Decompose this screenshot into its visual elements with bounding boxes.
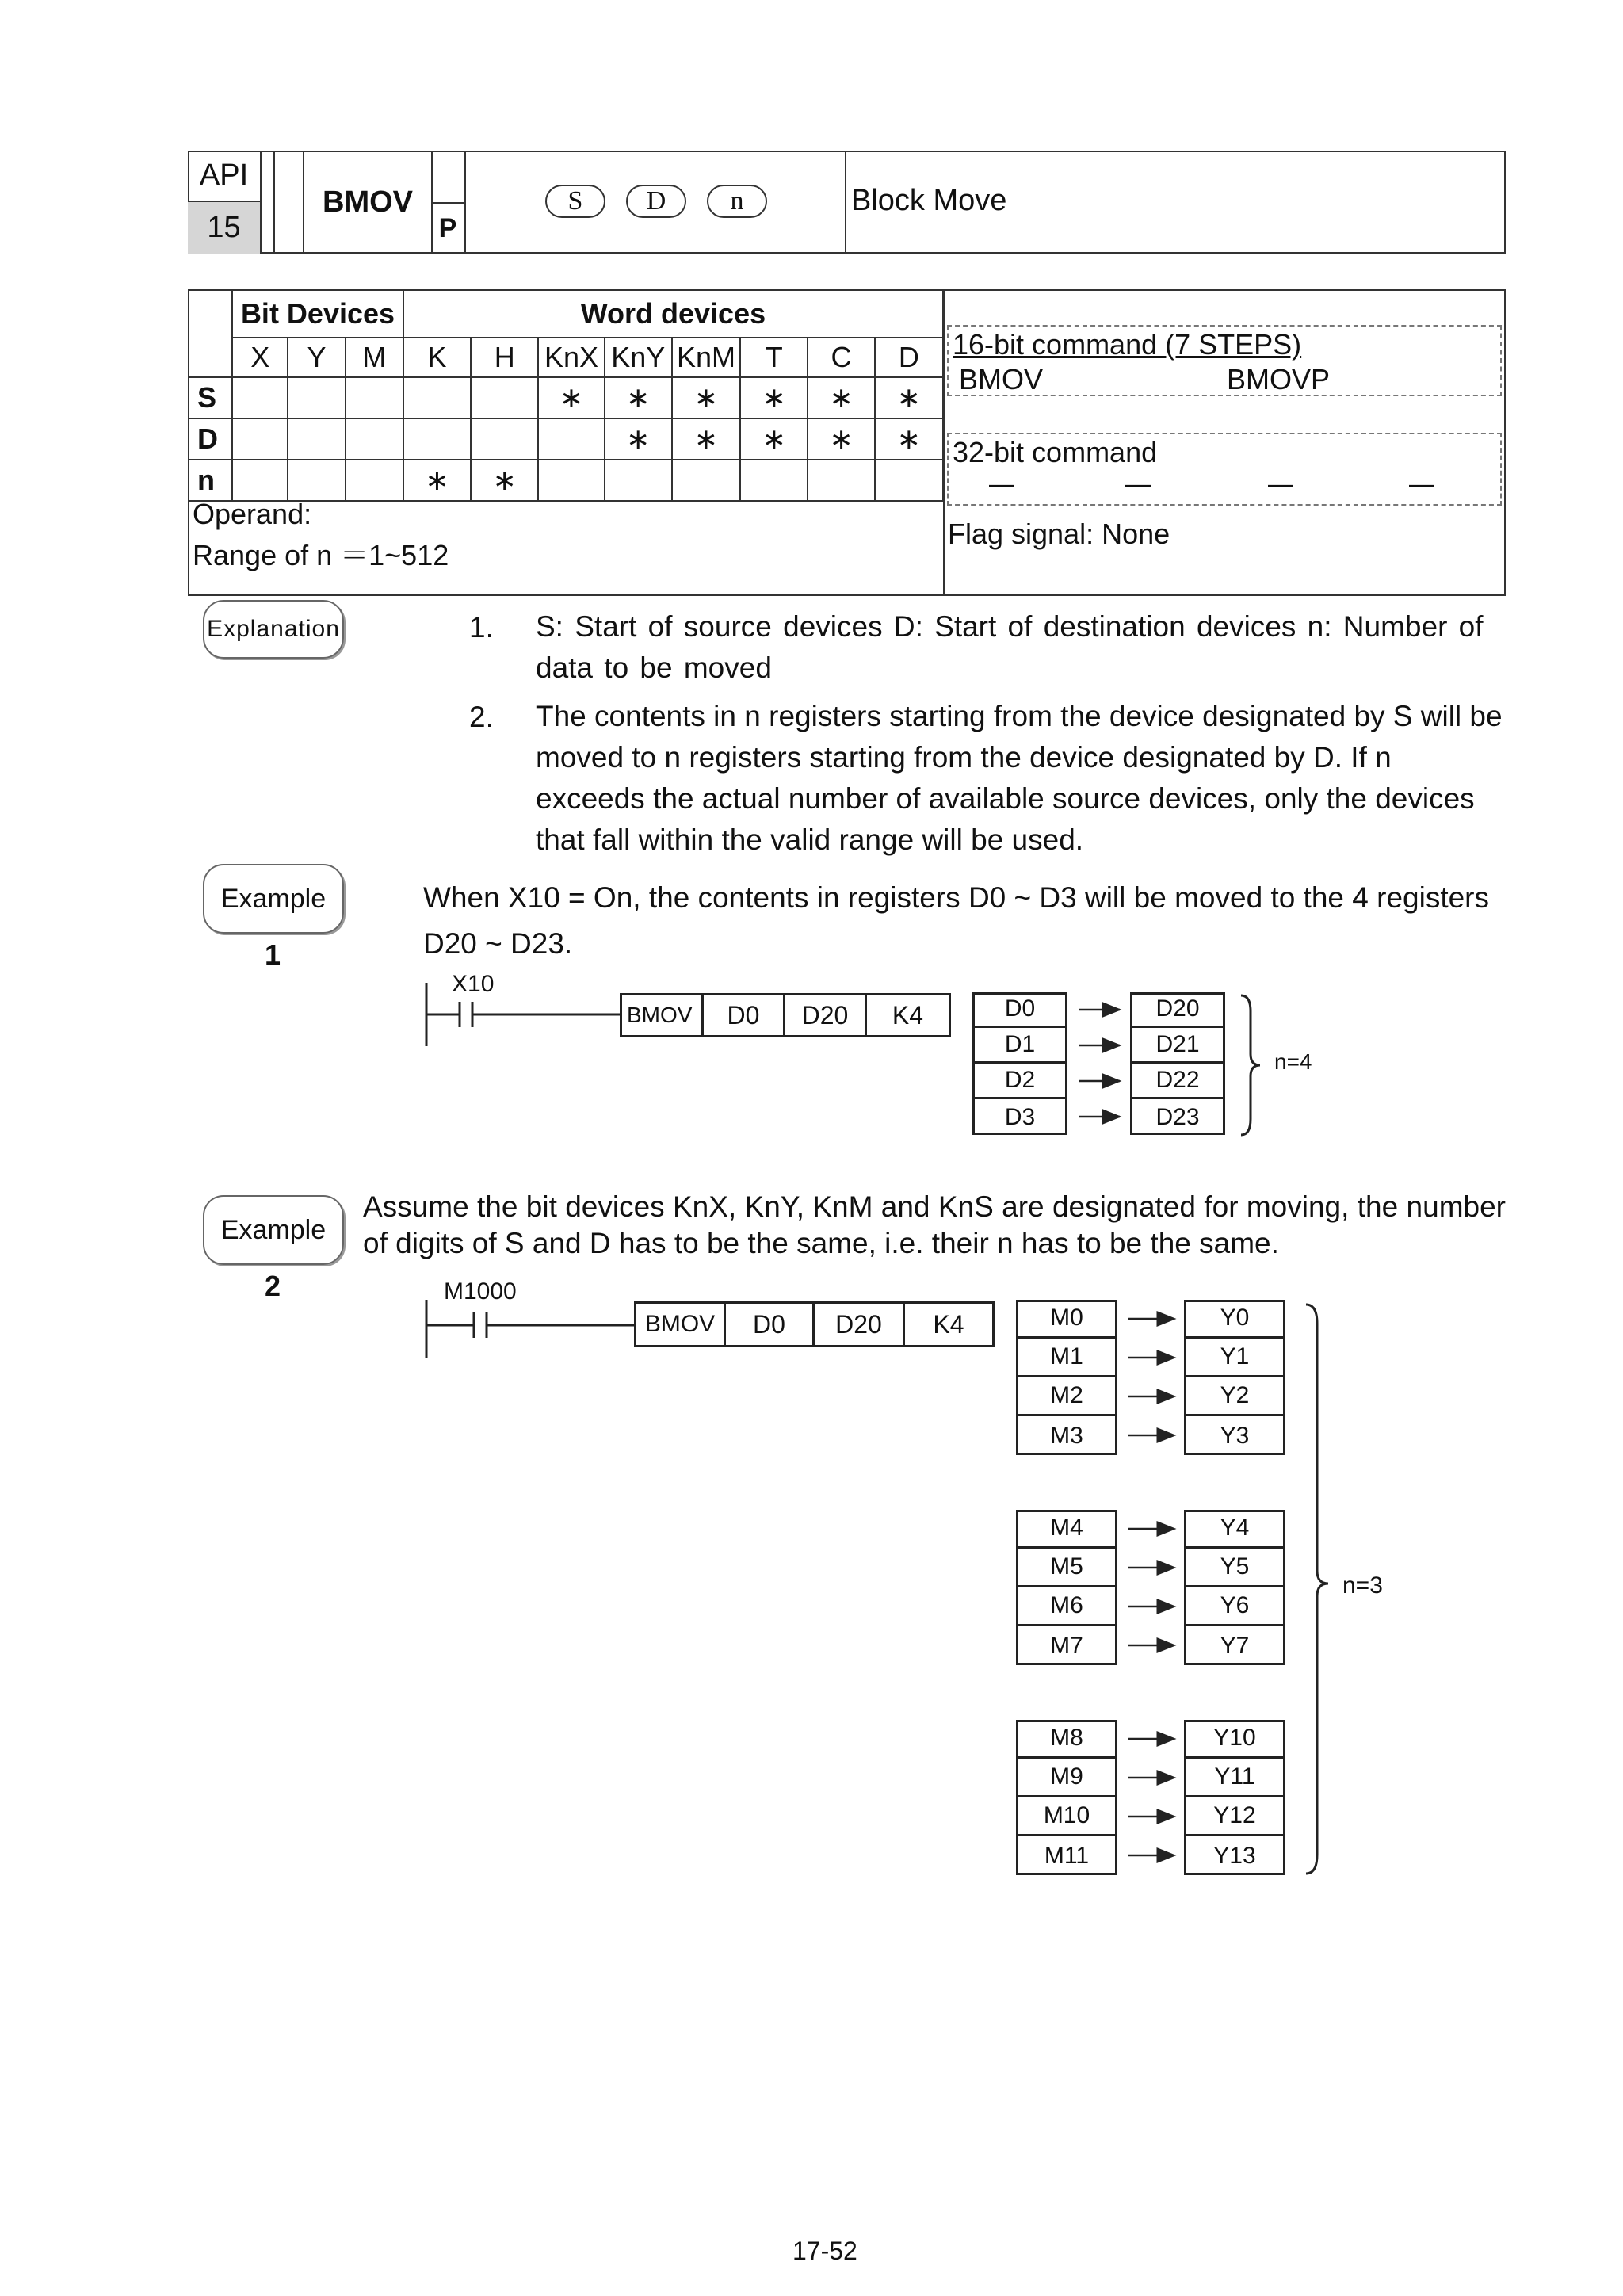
ex2-src-bit: M2 [1016, 1377, 1117, 1416]
cell: ∗ [403, 460, 471, 501]
cell [403, 377, 471, 418]
col-d: D [875, 338, 943, 377]
example2-contact-label: M1000 [444, 1278, 517, 1305]
example2-badge: Example [203, 1195, 344, 1265]
cell: ∗ [808, 377, 874, 418]
ex1-dst-reg: D21 [1130, 1028, 1225, 1064]
word-devices-header: Word devices [403, 290, 943, 338]
table-corner [189, 290, 232, 338]
device-table [188, 289, 944, 502]
ex1-dst-reg: D20 [1130, 992, 1225, 1028]
ex2-dst-bit: Y10 [1184, 1720, 1285, 1759]
ex2-src-bit: M8 [1016, 1720, 1117, 1759]
cell [232, 418, 288, 460]
ex1-instr-n: K4 [865, 993, 951, 1037]
cell: ∗ [875, 377, 943, 418]
cell [875, 460, 943, 501]
ex1-instr-dst: D20 [783, 993, 867, 1037]
ex2-src-bit: M6 [1016, 1587, 1117, 1626]
cell [403, 418, 471, 460]
cell [346, 377, 403, 418]
cell: ∗ [672, 418, 740, 460]
cmd16-title: 16-bit command (7 STEPS) [953, 328, 1302, 361]
cell [471, 418, 538, 460]
ex2-arrows [1117, 1300, 1184, 1878]
ex2-dst-bit: Y12 [1184, 1797, 1285, 1836]
ex2-src-bit: M9 [1016, 1759, 1117, 1797]
ex2-src-bit: M1 [1016, 1339, 1117, 1377]
header-divider [845, 151, 846, 254]
ex1-src-reg: D0 [972, 992, 1067, 1028]
table-corner [189, 338, 232, 377]
cell: ∗ [808, 418, 874, 460]
cell [672, 460, 740, 501]
range-label: Range of n ＝1~512 [193, 539, 449, 571]
col-t: T [740, 338, 808, 377]
ex1-brace [1236, 992, 1268, 1138]
cmd32-title: 32-bit command [953, 436, 1158, 468]
col-y: Y [288, 338, 345, 377]
ex2-src-bit: M3 [1050, 1422, 1083, 1449]
page-number: 17-52 [792, 2237, 857, 2265]
example1-text: When X10 = On, the contents in registers D0 ~ D3 will be moved to the 4 registers [423, 881, 1490, 914]
example2-text: Assume the bit devices KnX, KnY, KnM and KnS are designated for moving, the number of digits of S and D has to be the same, i.e. their n has to be the same. [363, 1190, 1506, 1259]
col-knm: KnM [672, 338, 740, 377]
ex1-src-reg: D1 [972, 1028, 1067, 1064]
cmd32-dash: — [989, 469, 1014, 498]
explanation-item-1: S: Start of source devices D: Start of destination devices n: Number of data to be moved [536, 610, 1484, 684]
col-h: H [471, 338, 538, 377]
cmd32-dash: — [1409, 469, 1434, 498]
ex1-instr-src: D0 [701, 993, 785, 1037]
cell: ∗ [740, 377, 808, 418]
row-label-n: n [189, 460, 232, 501]
ex2-instr-dst: D20 [812, 1301, 905, 1347]
col-c: C [808, 338, 874, 377]
example2-number: 2 [265, 1270, 281, 1302]
function-name: Block Move [851, 184, 1007, 217]
ex2-src-bit: M11 [1044, 1842, 1090, 1869]
ex2-dst-bit: Y4 [1184, 1510, 1285, 1549]
ex2-src-bit: M4 [1016, 1510, 1117, 1549]
api-number: 15 [188, 202, 262, 254]
ex2-dst-bit: Y6 [1184, 1587, 1285, 1626]
ex1-dst-reg: D22 [1130, 1064, 1225, 1099]
api-label: API [188, 151, 262, 202]
cell: ∗ [471, 460, 538, 501]
cell: ∗ [605, 418, 672, 460]
ex2-dst-bit: Y1 [1184, 1339, 1285, 1377]
ex1-src-reg: D2 [972, 1064, 1067, 1099]
cell: ∗ [538, 377, 604, 418]
table-divider [943, 289, 945, 596]
ex1-dst-reg: D23 [1155, 1103, 1200, 1130]
cell: ∗ [875, 418, 943, 460]
cell: ∗ [672, 377, 740, 418]
col-kny: KnY [605, 338, 672, 377]
explanation-badge: Explanation [203, 600, 344, 659]
ex1-instr-bmov: BMOV [620, 993, 704, 1037]
operand-s: S [545, 185, 605, 218]
ex2-instr-src: D0 [724, 1301, 815, 1347]
col-m: M [346, 338, 403, 377]
ex2-brace-label: n=3 [1342, 1572, 1383, 1599]
example1-text: D20 ~ D23. [423, 927, 573, 960]
ex2-dst-bit: Y13 [1213, 1842, 1256, 1869]
operand-d: D [626, 185, 686, 218]
ex2-src-bit: M0 [1016, 1300, 1117, 1339]
example1-badge: Example [203, 864, 344, 934]
cell: ∗ [605, 377, 672, 418]
ex2-src-bit: M10 [1016, 1797, 1117, 1836]
cell [538, 460, 604, 501]
cmd32-dash: — [1268, 469, 1293, 498]
ex2-brace [1300, 1300, 1339, 1878]
cell: ∗ [740, 418, 808, 460]
ex1-brace-label: n=4 [1274, 1049, 1312, 1074]
cell [538, 418, 604, 460]
cmd16-bmov: BMOV [959, 363, 1044, 395]
header-divider [464, 151, 466, 254]
example1-number: 1 [265, 938, 281, 971]
ex2-instr-n: K4 [903, 1301, 995, 1347]
cell [288, 418, 345, 460]
col-k: K [403, 338, 471, 377]
cell [346, 460, 403, 501]
row-label-s: S [189, 377, 232, 418]
flag-signal: Flag signal: None [948, 518, 1170, 550]
ex1-src-reg: D3 [1004, 1103, 1036, 1130]
ex2-dst-bit: Y0 [1184, 1300, 1285, 1339]
ex2-src-bit: M5 [1016, 1549, 1117, 1587]
row-label-d: D [189, 418, 232, 460]
cell [605, 460, 672, 501]
cell [808, 460, 874, 501]
cmd16-bmovp: BMOVP [1227, 363, 1331, 395]
ex2-dst-bit: Y3 [1220, 1422, 1250, 1449]
ex2-dst-bit: Y5 [1184, 1549, 1285, 1587]
operand-n: n [707, 185, 767, 218]
header-divider [273, 151, 275, 254]
explanation-num: 1. [469, 611, 494, 644]
cell [232, 377, 288, 418]
ex2-dst-bit: Y2 [1184, 1377, 1285, 1416]
cmd32-dash: — [1125, 469, 1151, 498]
explanation-num: 2. [469, 701, 494, 733]
mnemonic: BMOV [323, 185, 413, 219]
ex1-arrows [1067, 992, 1131, 1135]
pulse-flag: P [431, 202, 464, 254]
ex2-dst-bit: Y11 [1184, 1759, 1285, 1797]
explanation-item-2: The contents in n registers starting from the device designated by S will be moved to n registers starting from the device designated by D. If n exceeds the actual number of available source devices, only the devices that fall within the valid range will be used. [536, 700, 1503, 856]
ex2-instr-bmov: BMOV [634, 1301, 726, 1347]
example1-contact-label: X10 [452, 971, 495, 997]
cell [288, 377, 345, 418]
col-x: X [232, 338, 288, 377]
col-knx: KnX [538, 338, 604, 377]
cell [346, 418, 403, 460]
cell [288, 460, 345, 501]
ex2-dst-bit: Y7 [1220, 1632, 1250, 1659]
cell [471, 377, 538, 418]
operand-label: Operand: [193, 498, 312, 530]
cell [740, 460, 808, 501]
bit-devices-header: Bit Devices [232, 290, 403, 338]
ex2-src-bit: M7 [1050, 1632, 1083, 1659]
cell [232, 460, 288, 501]
